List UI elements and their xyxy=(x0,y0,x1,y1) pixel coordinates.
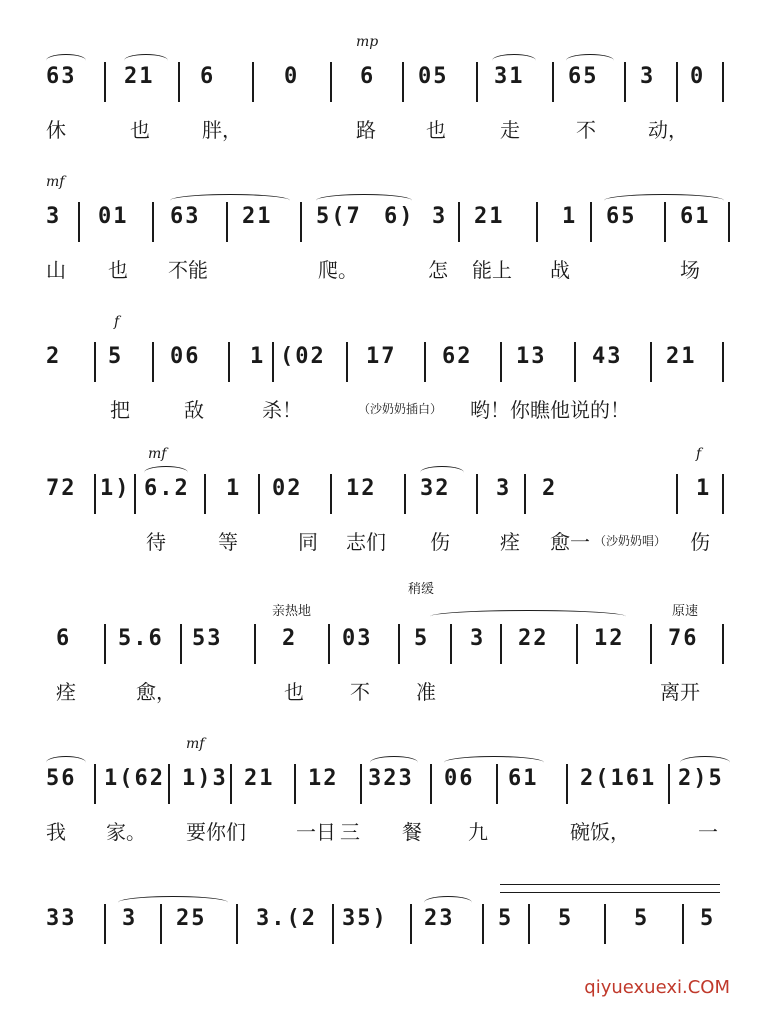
note-group: 05 xyxy=(418,64,449,89)
lyric: 胖， xyxy=(202,118,242,142)
note-group: 12 xyxy=(594,626,625,651)
barline xyxy=(500,342,502,382)
barline xyxy=(226,202,228,242)
barline xyxy=(536,202,538,242)
barline xyxy=(94,474,96,514)
lyric: 伤 xyxy=(430,530,450,554)
note-group: 21 xyxy=(244,766,275,791)
lyric: 不能 xyxy=(168,258,208,282)
barline xyxy=(476,474,478,514)
note-group: 2 xyxy=(46,344,62,369)
lyric: 走 xyxy=(500,118,520,142)
lyric: 一 xyxy=(698,820,718,844)
lyric: 也 xyxy=(108,258,128,282)
barline xyxy=(254,624,256,664)
note-group: 12 xyxy=(308,766,339,791)
barline xyxy=(676,474,678,514)
barline xyxy=(402,62,404,102)
note-group: 5 xyxy=(700,906,716,931)
note-group: 5 xyxy=(634,906,650,931)
barline xyxy=(566,764,568,804)
lyric: 能上 xyxy=(472,258,512,282)
note-group: 53 xyxy=(192,626,223,651)
note-group: 1 xyxy=(250,344,266,369)
lyric: 同 xyxy=(298,530,318,554)
barline xyxy=(134,474,136,514)
barline xyxy=(410,904,412,944)
note-group: 72 xyxy=(46,476,77,501)
lyric: 愈， xyxy=(136,680,176,704)
lyric: 准 xyxy=(416,680,436,704)
lyric: 怎 xyxy=(428,258,448,282)
barline xyxy=(230,764,232,804)
lyric: 也 xyxy=(130,118,150,142)
barline xyxy=(236,904,238,944)
barline xyxy=(450,624,452,664)
note-group: 43 xyxy=(592,344,623,369)
note-group: 5 xyxy=(108,344,124,369)
barline xyxy=(650,342,652,382)
beam-line xyxy=(500,892,720,893)
barline xyxy=(528,904,530,944)
lyric: 愈一 xyxy=(550,530,590,554)
lyric: 路 xyxy=(356,118,376,142)
note-group: 2 xyxy=(282,626,298,651)
dynamic-mark: mf xyxy=(186,736,205,752)
note-group: 2(161 xyxy=(580,766,657,791)
lyric: 等 xyxy=(218,530,238,554)
lyric: 痊 xyxy=(500,530,520,554)
lyric: 碗饭， xyxy=(570,820,630,844)
note-group: 3 xyxy=(46,204,62,229)
barline xyxy=(430,764,432,804)
barline xyxy=(228,342,230,382)
lyric: 不 xyxy=(350,680,370,704)
barline xyxy=(722,474,724,514)
note-group: 5(7 xyxy=(316,204,362,229)
note-group: 2 xyxy=(542,476,558,501)
lyric: 把 xyxy=(110,398,130,422)
lyric: 家。 xyxy=(106,820,146,844)
barline xyxy=(424,342,426,382)
barline xyxy=(332,904,334,944)
tempo-mark: 原速 xyxy=(672,604,699,619)
note-group: 25 xyxy=(176,906,207,931)
note-group: 06 xyxy=(170,344,201,369)
barline xyxy=(722,342,724,382)
lyric: 战 xyxy=(550,258,570,282)
barline xyxy=(178,62,180,102)
lyric: 也 xyxy=(426,118,446,142)
barline xyxy=(722,624,724,664)
score-system-7 xyxy=(0,870,760,990)
barline xyxy=(94,764,96,804)
dynamic-mark: f xyxy=(114,314,120,330)
dynamic-mark: f xyxy=(696,446,702,462)
barline xyxy=(104,904,106,944)
barline xyxy=(168,764,170,804)
note-group: 1(62 xyxy=(104,766,165,791)
note-group: 12 xyxy=(346,476,377,501)
tempo-mark: 亲热地 xyxy=(272,604,312,619)
barline xyxy=(152,342,154,382)
note-group: 21 xyxy=(666,344,697,369)
barline xyxy=(576,624,578,664)
barline xyxy=(272,342,274,382)
barline xyxy=(360,764,362,804)
note-group: 1) xyxy=(100,476,131,501)
note-group: 31 xyxy=(494,64,525,89)
note-group: 6 xyxy=(200,64,216,89)
note-group: 6 xyxy=(360,64,376,89)
dynamic-mark: mf xyxy=(148,446,167,462)
note-group: (02 xyxy=(280,344,326,369)
note-group: 03 xyxy=(342,626,373,651)
barline xyxy=(552,62,554,102)
note-group: 23 xyxy=(424,906,455,931)
note-group: 1)3 xyxy=(182,766,228,791)
barline xyxy=(496,764,498,804)
note-group: 21 xyxy=(242,204,273,229)
lyric: 休 xyxy=(46,118,66,142)
note-group: 22 xyxy=(518,626,549,651)
note-group: 32 xyxy=(420,476,451,501)
note-group: 2)5 xyxy=(678,766,724,791)
note-group: 5 xyxy=(498,906,514,931)
score-system-1 xyxy=(0,28,760,148)
barline xyxy=(476,62,478,102)
note-group: 76 xyxy=(668,626,699,651)
barline xyxy=(152,202,154,242)
note-group: 5 xyxy=(414,626,430,651)
lyric: 哟！你瞧他说的！ xyxy=(470,398,630,422)
barline xyxy=(346,342,348,382)
note-group: 3 xyxy=(122,906,138,931)
note-group: 33 xyxy=(46,906,77,931)
barline xyxy=(500,624,502,664)
score-system-4 xyxy=(0,440,760,560)
lyric: 九 xyxy=(468,820,488,844)
note-group: 63 xyxy=(170,204,201,229)
lyric: 餐 xyxy=(402,820,422,844)
note-group: 13 xyxy=(516,344,547,369)
note-group: 6) xyxy=(384,204,415,229)
dynamic-mark: mp xyxy=(356,34,379,50)
slur xyxy=(430,610,626,623)
note-group: 21 xyxy=(124,64,155,89)
lyric-aside: （沙奶奶插白） xyxy=(358,402,443,416)
barline xyxy=(258,474,260,514)
note-group: 35) xyxy=(342,906,388,931)
dynamic-mark: mf xyxy=(46,174,65,190)
lyric: 杀！ xyxy=(262,398,302,422)
barline xyxy=(676,62,678,102)
note-group: 5 xyxy=(558,906,574,931)
watermark: qiyuexuexi.COM xyxy=(584,977,730,998)
lyric: 山 xyxy=(46,258,66,282)
note-group: 06 xyxy=(444,766,475,791)
note-group: 1 xyxy=(696,476,712,501)
lyric: 不 xyxy=(576,118,596,142)
barline xyxy=(574,342,576,382)
note-group: 56 xyxy=(46,766,77,791)
note-group: 323 xyxy=(368,766,414,791)
note-group: 01 xyxy=(98,204,129,229)
lyric: 爬。 xyxy=(318,258,358,282)
lyric: 三 xyxy=(340,820,360,844)
note-group: 3 xyxy=(470,626,486,651)
lyric: 要你们 xyxy=(186,820,246,844)
lyric: 离开 xyxy=(660,680,700,704)
lyric: 动， xyxy=(648,118,688,142)
barline xyxy=(664,202,666,242)
barline xyxy=(682,904,684,944)
barline xyxy=(524,474,526,514)
note-group: 62 xyxy=(442,344,473,369)
barline xyxy=(650,624,652,664)
barline xyxy=(404,474,406,514)
barline xyxy=(104,62,106,102)
barline xyxy=(94,342,96,382)
note-group: 6 xyxy=(56,626,72,651)
note-group: 65 xyxy=(568,64,599,89)
barline xyxy=(160,904,162,944)
barline xyxy=(328,624,330,664)
barline xyxy=(398,624,400,664)
barline xyxy=(330,62,332,102)
lyric: 也 xyxy=(284,680,304,704)
lyric: 敌 xyxy=(184,398,204,422)
note-group: 0 xyxy=(690,64,706,89)
barline xyxy=(300,202,302,242)
score-system-3 xyxy=(0,308,760,428)
barline xyxy=(728,202,730,242)
note-group: 61 xyxy=(508,766,539,791)
barline xyxy=(722,62,724,102)
barline xyxy=(330,474,332,514)
note-group: 65 xyxy=(606,204,637,229)
barline xyxy=(604,904,606,944)
barline xyxy=(252,62,254,102)
note-group: 1 xyxy=(562,204,578,229)
note-group: 1 xyxy=(226,476,242,501)
lyric: 伤 xyxy=(690,530,710,554)
note-group: 3 xyxy=(640,64,656,89)
beam-line xyxy=(500,884,720,885)
lyric: 我 xyxy=(46,820,66,844)
score-system-2 xyxy=(0,168,760,288)
lyric-aside: （沙奶奶唱） xyxy=(594,534,667,548)
barline xyxy=(294,764,296,804)
barline xyxy=(104,624,106,664)
note-group: 21 xyxy=(474,204,505,229)
note-group: 63 xyxy=(46,64,77,89)
note-group: 61 xyxy=(680,204,711,229)
note-group: 02 xyxy=(272,476,303,501)
lyric: 待 xyxy=(146,530,166,554)
lyric: 痊 xyxy=(56,680,76,704)
note-group: 6.2 xyxy=(144,476,190,501)
note-group: 17 xyxy=(366,344,397,369)
barline xyxy=(482,904,484,944)
barline xyxy=(78,202,80,242)
score-system-5 xyxy=(0,582,760,710)
lyric: 志们 xyxy=(346,530,386,554)
barline xyxy=(458,202,460,242)
barline xyxy=(624,62,626,102)
barline xyxy=(204,474,206,514)
barline xyxy=(180,624,182,664)
note-group: 5.6 xyxy=(118,626,164,651)
note-group: 3.(2 xyxy=(256,906,317,931)
note-group: 3 xyxy=(496,476,512,501)
tempo-mark: 稍缓 xyxy=(408,582,435,597)
score-system-6 xyxy=(0,730,760,850)
barline xyxy=(668,764,670,804)
barline xyxy=(590,202,592,242)
lyric: 一日 xyxy=(296,820,336,844)
lyric: 场 xyxy=(680,258,700,282)
note-group: 3 xyxy=(432,204,448,229)
note-group: 0 xyxy=(284,64,300,89)
